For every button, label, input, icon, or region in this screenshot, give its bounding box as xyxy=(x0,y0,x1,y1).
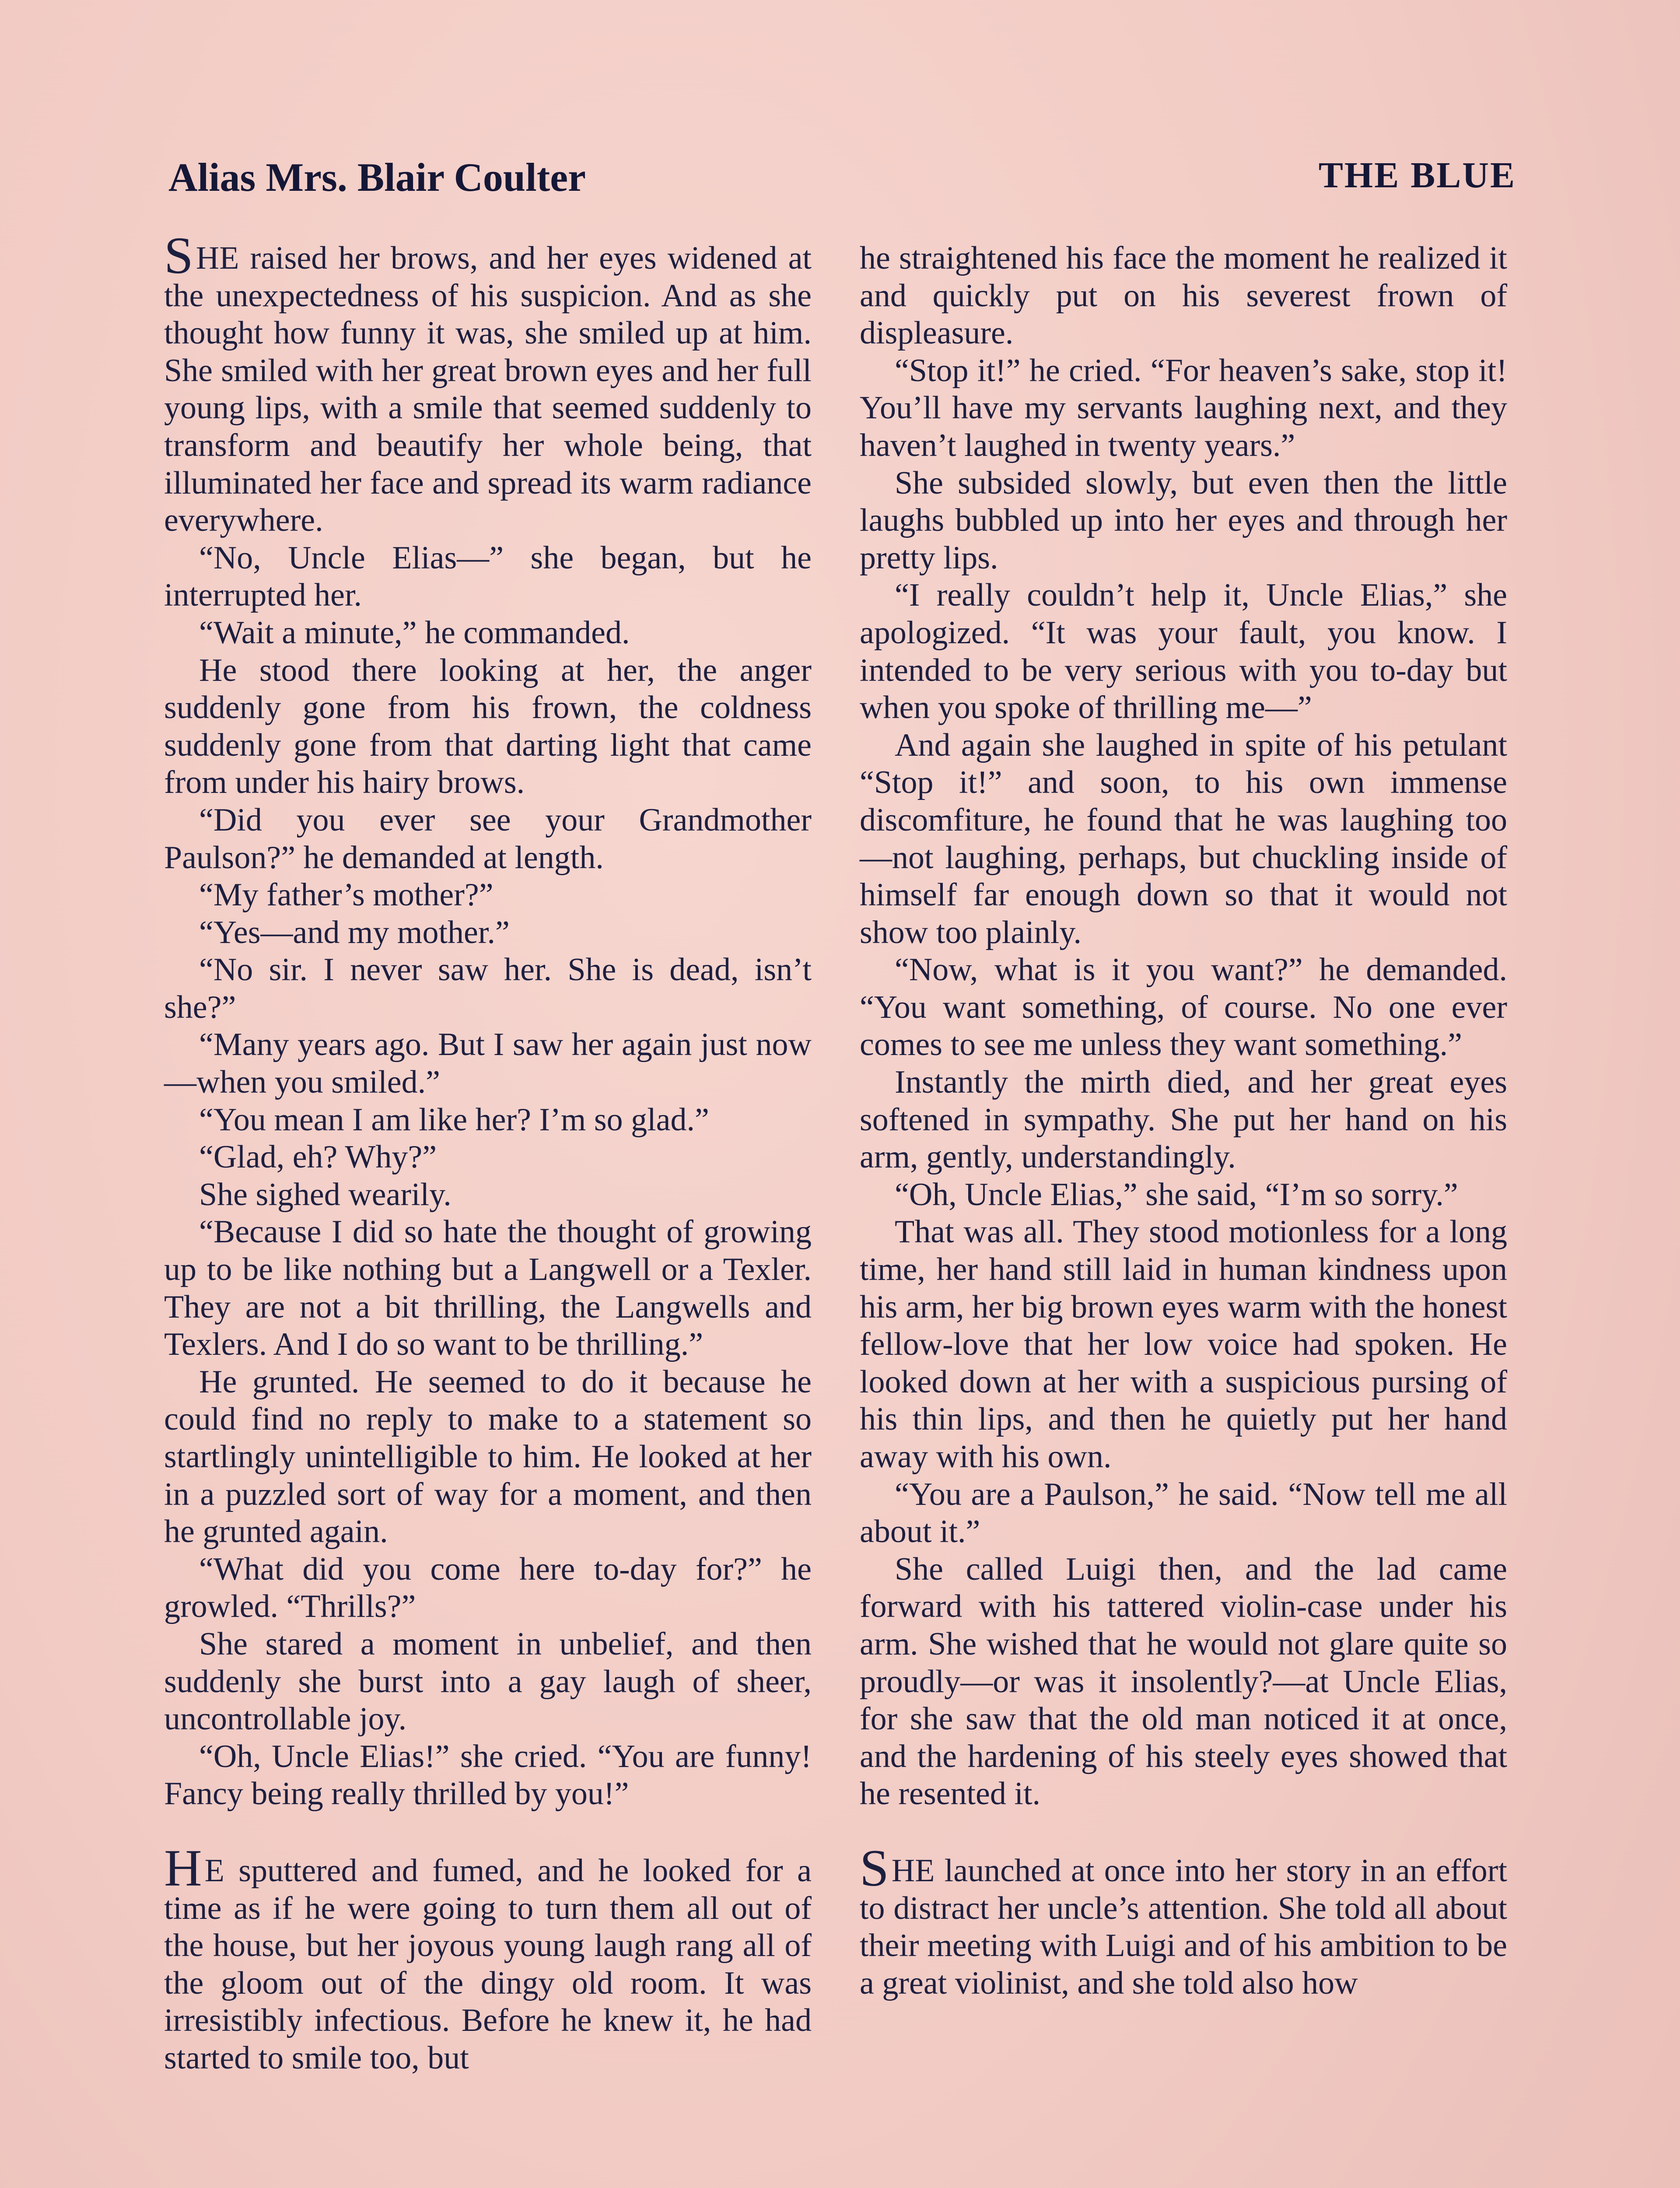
drop-cap: S xyxy=(164,226,193,284)
paragraph: “Oh, Uncle Elias!” she cried. “You are funny! Fancy being really thrilled by you!” xyxy=(164,1738,812,1812)
drop-cap: H xyxy=(164,1838,202,1897)
paragraph: “Did you ever see your Grandmother Paulson?” he demanded at length. xyxy=(164,802,812,876)
paragraph: “I really couldn’t help it, Uncle Elias,” she apologized. “It was your fault, you know. I intended to be very serious with you to-day but when you spoke of thrilling me—” xyxy=(860,577,1507,726)
paragraph: “You mean I am like her? I’m so glad.” xyxy=(199,1101,709,1138)
paragraph: “What did you come here to-day for?” he growled. “Thrills?” xyxy=(164,1551,812,1625)
right-column xyxy=(860,240,1507,2002)
left-column xyxy=(164,226,812,2077)
story-title: Alias Mrs. Blair Coulter xyxy=(168,155,586,200)
paragraph: And again she laughed in spite of his petulant “Stop it!” and soon, to his own immense discomfiture, he found that he was laughing too—not laughing, perhaps, but chuckling inside of himself far enough down so that it would not show too plainly. xyxy=(860,727,1507,950)
paragraph: He grunted. He seemed to do it because he could find no reply to make to a statement so startlingly unintelligible to him. He looked at her in a puzzled sort of way for a moment, and then he grunted again. xyxy=(164,1364,812,1550)
paragraph: he straightened his face the moment he realized it and quickly put on his severest frown of displeasure. xyxy=(860,240,1507,351)
drop-cap: S xyxy=(860,1838,889,1897)
paragraph: “Glad, eh? Why?” xyxy=(199,1139,437,1175)
paragraph: “Now, what is it you want?” he demanded. “You want something, of course. No one ever comes to see me unless they want something.” xyxy=(860,952,1507,1063)
paragraph: “My father’s mother?” xyxy=(199,877,494,913)
paragraph: She stared a moment in unbelief, and then suddenly she burst into a gay laugh of sheer, uncontrollable joy. xyxy=(164,1626,812,1737)
paragraph: “Yes—and my mother.” xyxy=(199,914,510,950)
paragraph: “Because I did so hate the thought of growing up to be like nothing but a Langwell or a Texler. They are not a bit thrilling, the Langwells and Texlers. And I do so want to be thrilling.” xyxy=(164,1214,812,1363)
paragraph: “Wait a minute,” he commanded. xyxy=(199,614,630,651)
paragraph: She called Luigi then, and the lad came forward with his tattered violin-case under his arm. She wished that he would not glare quite so proudly—or was it insolently?—at Uncle Elias, for she saw that the old man noticed it at once, and the hardening of his steely eyes showed that he resented it. xyxy=(860,1551,1507,1812)
paragraph: “Many years ago. But I saw her again just now—when you smiled.” xyxy=(164,1027,812,1101)
paragraph: HE sputtered and fumed, and he looked for a time as if he were going to turn them all out of the house, but her joyous young laugh rang all of the gloom out of the dingy old room. It was irresistibly infectious. Before he knew it, he had started to smile too, but xyxy=(164,1838,812,2076)
paragraph: SHE raised her brows, and her eyes widened at the unexpectedness of his suspicion. And as she thought how funny it was, she smiled up at him. She smiled with her great brown eyes and her full young lips, with a smile that seemed suddenly to transform and beautify her whole being, that illuminated her face and spread its warm radiance everywhere. xyxy=(164,226,812,539)
paragraph: That was all. They stood motionless for a long time, her hand still laid in human kindness upon his arm, her big brown eyes warm with the honest fellow-love that her low voice had spoken. He looked down at her with a suspicious pursing of his thin lips, and then he quietly put her hand away with his own. xyxy=(860,1214,1507,1475)
paragraph: “No, Uncle Elias—” she began, but he interrupted her. xyxy=(164,540,812,614)
paragraph: SHE launched at once into her story in an effort to distract her uncle’s attention. She told all about their meeting with Luigi and of his ambition to be a great violinist, and she told also how xyxy=(860,1838,1507,2001)
paragraph: “Stop it!” he cried. “For heaven’s sake, stop it! You’ll have my servants laughing next, and they haven’t laughed in twenty years.” xyxy=(860,352,1507,463)
paragraph: “You are a Paulson,” he said. “Now tell me all about it.” xyxy=(860,1476,1507,1550)
paragraph: “No sir. I never saw her. She is dead, isn’t she?” xyxy=(164,952,812,1025)
paragraph: She subsided slowly, but even then the little laughs bubbled up into her eyes and through her pretty lips. xyxy=(860,465,1507,576)
magazine-name: THE BLUE xyxy=(1318,155,1516,196)
paragraph: “Oh, Uncle Elias,” she said, “I’m so sorry.” xyxy=(895,1176,1458,1213)
paragraph: He stood there looking at her, the anger suddenly gone from his frown, the coldness suddenly gone from that darting light that came from under his hairy brows. xyxy=(164,652,812,801)
paragraph: Instantly the mirth died, and her great eyes softened in sympathy. She put her hand on his arm, gently, understandingly. xyxy=(860,1064,1507,1175)
paragraph: She sighed wearily. xyxy=(199,1176,452,1213)
